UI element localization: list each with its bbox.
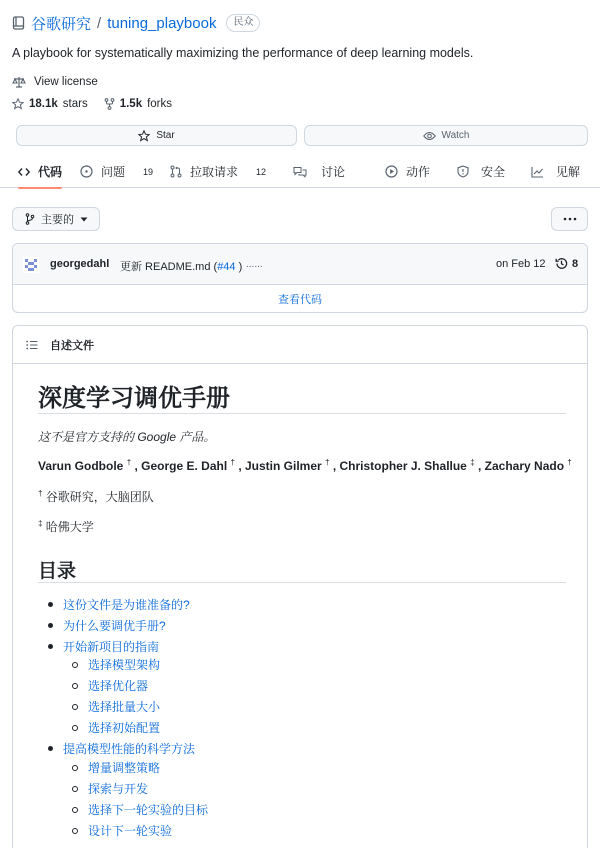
readme-panel: [12, 325, 588, 848]
tab-discussions[interactable]: [293, 155, 345, 188]
list-bullet: [48, 746, 53, 751]
author-mark: †: [325, 458, 330, 467]
star-button-label: Star: [156, 130, 175, 141]
repo-stats: [12, 98, 172, 110]
author-name: Zachary Nado: [484, 459, 565, 473]
branch-icon: [25, 213, 35, 225]
readme-header-label: 自述文件: [50, 339, 94, 352]
author-mark: †: [126, 458, 132, 467]
list-bullet: [72, 807, 78, 813]
star-icon: [12, 98, 24, 110]
repo-owner-link[interactable]: 谷歌研究: [31, 15, 92, 33]
kebab-horizontal-icon: [563, 217, 577, 221]
repo-name-link[interactable]: tuning_playbook: [107, 14, 217, 32]
commit-history-link[interactable]: [555, 257, 578, 270]
affiliation-mark: ‡: [38, 519, 43, 528]
readme-note: 这不是官方支持的 Google 产品。: [38, 430, 216, 444]
tab-security[interactable]: [457, 155, 505, 188]
tab-discussions-label: 讨论: [321, 165, 346, 179]
avatar[interactable]: [23, 257, 39, 273]
toc-sublink[interactable]: [72, 656, 160, 673]
author-mark: †: [230, 458, 235, 467]
latest-commit-row: [13, 244, 587, 285]
toc-link-label: 选择批量大小: [88, 700, 161, 714]
list-bullet: [72, 725, 78, 731]
author-separator: ,: [474, 459, 485, 473]
tab-actions-label: 动作: [406, 165, 431, 179]
toc-link[interactable]: [48, 596, 190, 613]
history-icon: [555, 257, 568, 270]
visibility-badge: 民众: [226, 14, 260, 32]
affiliation-text: 哈佛大学: [42, 520, 94, 534]
commit-expand-button[interactable]: ......: [246, 259, 263, 270]
author-name: Varun Godbole: [38, 459, 124, 473]
view-code-link[interactable]: 查看代码: [278, 294, 322, 306]
repo-separator: /: [97, 14, 102, 32]
tab-pull-requests-label: 拉取请求: [190, 165, 239, 179]
star-button[interactable]: [16, 125, 297, 146]
caret-down-icon: [80, 217, 88, 222]
pull-requests-count: 12: [256, 166, 267, 177]
toc-link-label: 为什么要调优手册?: [63, 619, 166, 633]
toc-link-label: 选择模型架构: [88, 658, 161, 672]
code-icon: [18, 167, 30, 177]
author-separator: ,: [131, 459, 142, 473]
play-icon: [385, 165, 398, 178]
more-options-button[interactable]: [551, 207, 588, 231]
toc-sublink[interactable]: [72, 780, 148, 797]
title-divider: [38, 413, 566, 414]
affiliation-mark: †: [38, 489, 43, 498]
toc-link-label: 开始新项目的指南: [63, 640, 160, 654]
list-bullet: [48, 623, 53, 628]
list-bullet: [48, 644, 53, 649]
readme-header: [13, 326, 587, 364]
toc-link[interactable]: [48, 740, 195, 757]
tab-pull-requests[interactable]: [170, 155, 266, 188]
toc-link-label: 选择初始配置: [88, 721, 161, 735]
affiliation-text: 谷歌研究，大脑团队: [42, 490, 154, 504]
toc-link-label: 设计下一轮实验: [88, 824, 173, 838]
tab-security-label: 安全: [481, 165, 506, 179]
toc-link[interactable]: [48, 638, 159, 655]
branch-name: 主要的: [41, 214, 74, 226]
list-bullet: [72, 704, 78, 710]
fork-icon: [104, 98, 115, 110]
forks-link[interactable]: [104, 98, 172, 110]
affiliation-google: [38, 488, 154, 505]
toc-link-label: 选择下一轮实验的目标: [88, 803, 209, 817]
toc-link-label: 增量调整策略: [88, 761, 161, 775]
toc-sublink[interactable]: [72, 677, 148, 694]
pull-request-icon: [170, 165, 182, 178]
toc-link-label: 探索与开发: [88, 782, 149, 796]
list-bullet: [72, 786, 78, 792]
tab-code-label: 代码: [38, 165, 63, 179]
toc-title: 目录: [38, 560, 77, 582]
list-unordered-icon[interactable]: [26, 340, 38, 350]
toc-sublink[interactable]: [72, 719, 160, 736]
commit-date: on Feb 12: [496, 258, 546, 270]
affiliation-harvard: [38, 518, 94, 535]
authors-line: [38, 458, 572, 473]
license-link[interactable]: [12, 76, 98, 88]
toc-link-label: 提高模型性能的科学方法: [63, 742, 196, 756]
author-name: George E. Dahl: [141, 459, 228, 473]
tab-insights[interactable]: [531, 155, 580, 188]
forks-count: 1.5k: [119, 98, 143, 110]
repo-icon: [12, 16, 25, 30]
commit-pr-link[interactable]: #44: [217, 261, 236, 273]
license-label: View license: [34, 76, 98, 88]
toc-sublink[interactable]: [72, 801, 208, 818]
commit-message-text: 更新 README.md (: [120, 261, 218, 273]
commit-count: 8: [572, 257, 579, 270]
tab-actions[interactable]: [385, 155, 430, 188]
eye-icon: [423, 131, 436, 141]
repo-title: [12, 12, 260, 34]
tab-issues[interactable]: [80, 155, 153, 188]
readme-title: 深度学习调优手册: [38, 384, 230, 412]
list-bullet: [72, 683, 78, 689]
stars-label: stars: [62, 98, 88, 110]
stars-count: 18.1k: [29, 98, 58, 110]
branch-selector[interactable]: [12, 207, 100, 231]
commit-author-link[interactable]: georgedahl: [50, 258, 110, 270]
toc-link-label: 这份文件是为谁准备的?: [63, 598, 190, 612]
commit-message-suffix: ): [238, 261, 243, 273]
issue-icon: [80, 165, 93, 178]
author-separator: ,: [234, 459, 245, 473]
toc-link[interactable]: [48, 617, 166, 634]
author-name: Justin Gilmer: [245, 459, 322, 473]
star-icon: [138, 130, 150, 142]
graph-icon: [531, 166, 544, 178]
toc-sublink[interactable]: [72, 822, 172, 839]
toc-sublink[interactable]: [72, 698, 160, 715]
commit-message[interactable]: [120, 258, 242, 274]
list-bullet: [72, 765, 78, 771]
comment-discussion-icon: [293, 166, 307, 178]
issues-count: 19: [143, 166, 154, 177]
latest-commit-box: [12, 243, 588, 313]
author-name: Christopher J. Shallue: [339, 459, 467, 473]
watch-button[interactable]: [304, 125, 588, 146]
toc-link-label: 选择优化器: [88, 679, 149, 693]
stars-link[interactable]: [12, 98, 88, 110]
forks-label: forks: [147, 98, 173, 110]
toc-sublink[interactable]: [72, 759, 160, 776]
list-bullet: [48, 602, 53, 607]
author-separator: ,: [329, 459, 340, 473]
list-bullet: [72, 662, 78, 668]
author-mark: ‡: [470, 458, 475, 467]
repo-description: A playbook for systematically maximizing the performance of deep learning models.: [12, 46, 474, 60]
tab-code[interactable]: [18, 155, 62, 188]
tab-issues-label: 问题: [101, 165, 126, 179]
law-icon: [12, 76, 26, 88]
toc-divider: [38, 582, 566, 583]
repo-tabs: [0, 155, 600, 188]
watch-button-label: Watch: [441, 130, 470, 141]
list-bullet: [72, 828, 78, 834]
shield-icon: [457, 165, 469, 178]
tab-insights-label: 见解: [556, 165, 581, 179]
author-mark: †: [567, 458, 572, 467]
